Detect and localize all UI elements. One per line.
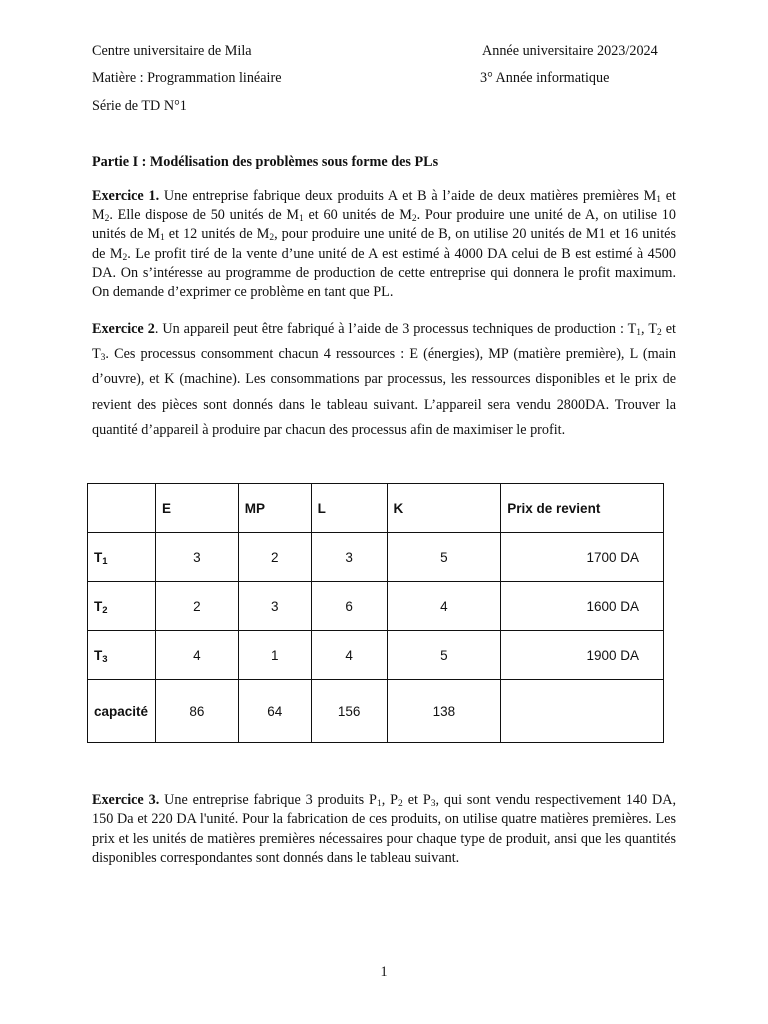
table-header-cell: E (155, 484, 238, 533)
exercise-3-text: et P (402, 792, 431, 808)
subscript: 1 (299, 214, 304, 225)
exercise-1-text: et 12 unités de M (164, 226, 270, 243)
row-label-text: T (94, 549, 103, 565)
exercise-1-text: . Pour produire une unité de A, on utilise 10 unités de M (92, 207, 676, 243)
table-header-row (88, 484, 664, 533)
table-cell: 2 (155, 582, 238, 631)
table-cell: 138 (387, 680, 501, 743)
exercise-2-text: , T (641, 321, 657, 337)
subscript: 2 (102, 604, 108, 616)
exercise-1-text: . Le profit tiré de la vente d’une unité de A est estimé à 4000 DA celui de B est estimé à 4500 DA. On s’intéresse au programme de production de cette entreprise qui donnera le profit maximum. On demande d’exprimer ce problème en tant que PL. (92, 245, 676, 301)
exercise-2 (92, 317, 676, 443)
series-title: Série de TD N°1 (92, 98, 187, 114)
table-cell: 3 (238, 582, 311, 631)
subscript: 2 (104, 214, 110, 225)
row-label (88, 631, 156, 680)
resource-table (87, 483, 664, 743)
exercise-1-label: Exercice 1. (92, 188, 160, 204)
table-cell: 1 (238, 631, 311, 680)
price-cell (501, 680, 664, 743)
price-cell: 1600 DA (501, 582, 664, 631)
row-label-text: T (94, 598, 103, 614)
exercise-1-text: Une entreprise fabrique deux produits A et B à l’aide de deux matières premières M (159, 188, 657, 204)
exercise-1-text: et 60 unités de M (303, 207, 412, 224)
subscript: 1 (160, 233, 165, 244)
row-label (88, 533, 156, 582)
table-cell: 3 (155, 533, 238, 582)
exercise-3-label: Exercice 3. (92, 792, 160, 808)
table-cell: 4 (155, 631, 238, 680)
price-cell: 1900 DA (501, 631, 664, 680)
table-cell: 156 (311, 680, 387, 743)
subscript: 1 (102, 555, 108, 567)
exercise-1 (92, 187, 676, 302)
exercise-3 (92, 791, 676, 869)
table-cell: 5 (387, 631, 501, 680)
subscript: 2 (122, 252, 128, 263)
row-label: capacité (88, 680, 156, 743)
subscript: 2 (398, 799, 403, 809)
table-header-cell: L (311, 484, 387, 533)
table-cell: 2 (238, 533, 311, 582)
table-row (88, 631, 664, 680)
subject-name: Matière : Programmation linéaire (92, 70, 282, 86)
row-label-text: T (94, 647, 103, 663)
subscript: 3 (102, 653, 108, 665)
capacity-row (88, 680, 664, 743)
exercise-1-text: , pour produire une unité de B, on utilise 20 unités de M1 et 16 unités de M (92, 226, 676, 262)
exercise-3-text: , qui sont vendu respectivement 140 DA, 150 Da et 220 DA l'unité. Pour la fabrication de ces produits, on utilise quatre matières premières. Les prix et les unités de matières premières nécessaires pour chaque type de produit, ansi que les quantités disponibles correspondantes sont donnés dans le tableau suivant. (92, 792, 677, 867)
exercise-3-text: Une entreprise fabrique 3 produits P (159, 792, 377, 808)
table-cell: 3 (311, 533, 387, 582)
academic-year: Année universitaire 2023/2024 (482, 43, 658, 59)
student-level: 3° Année informatique (480, 70, 610, 86)
subscript: 2 (411, 214, 417, 225)
exercise-3-text: , P (381, 792, 399, 808)
table-cell: 4 (387, 582, 501, 631)
table-cell: 86 (155, 680, 238, 743)
table-row (88, 582, 664, 631)
part-title: Partie I : Modélisation des problèmes sous forme des PLs (92, 154, 439, 170)
subscript: 1 (656, 195, 661, 205)
subscript: 1 (376, 799, 382, 809)
exercise-2-label: Exercice 2 (92, 321, 155, 337)
subscript: 2 (657, 328, 662, 338)
table-cell: 6 (311, 582, 387, 631)
exercise-2-text: . Ces processus consomment chacun 4 ressources : E (énergies), MP (matière première), L (main d’ouvre), et K (machine). Les consommations par processus, les ressources disponibles et le prix de revient des pièces sont donnés dans le tableau suivant. L’appareil sera vendu 2800DA. Trouver la quantité d’appareil à produire par chacun des processus afin de maximiser le profit. (92, 346, 676, 438)
table-cell: 64 (238, 680, 311, 743)
exercise-2-text: et T (92, 321, 676, 363)
page-number: 1 (380, 964, 388, 980)
table-cell: 4 (311, 631, 387, 680)
price-cell: 1700 DA (501, 533, 664, 582)
subscript: 3 (100, 353, 106, 364)
exercise-1-text: et M (92, 188, 676, 224)
subscript: 3 (430, 799, 436, 809)
subscript: 2 (269, 233, 275, 244)
exercise-1-text: . Elle dispose de 50 unités de M (109, 207, 300, 224)
exercise-2-text: . Un appareil peut être fabriqué à l’aide de 3 processus techniques de production : T (154, 321, 637, 337)
institution-name: Centre universitaire de Mila (92, 43, 252, 59)
table-header-cell: K (387, 484, 501, 533)
table-header-cell: Prix de revient (501, 484, 664, 533)
subscript: 1 (636, 328, 642, 338)
table-header-cell (88, 484, 156, 533)
table-cell: 5 (387, 533, 501, 582)
table-header-cell: MP (238, 484, 311, 533)
table-row (88, 533, 664, 582)
row-label (88, 582, 156, 631)
